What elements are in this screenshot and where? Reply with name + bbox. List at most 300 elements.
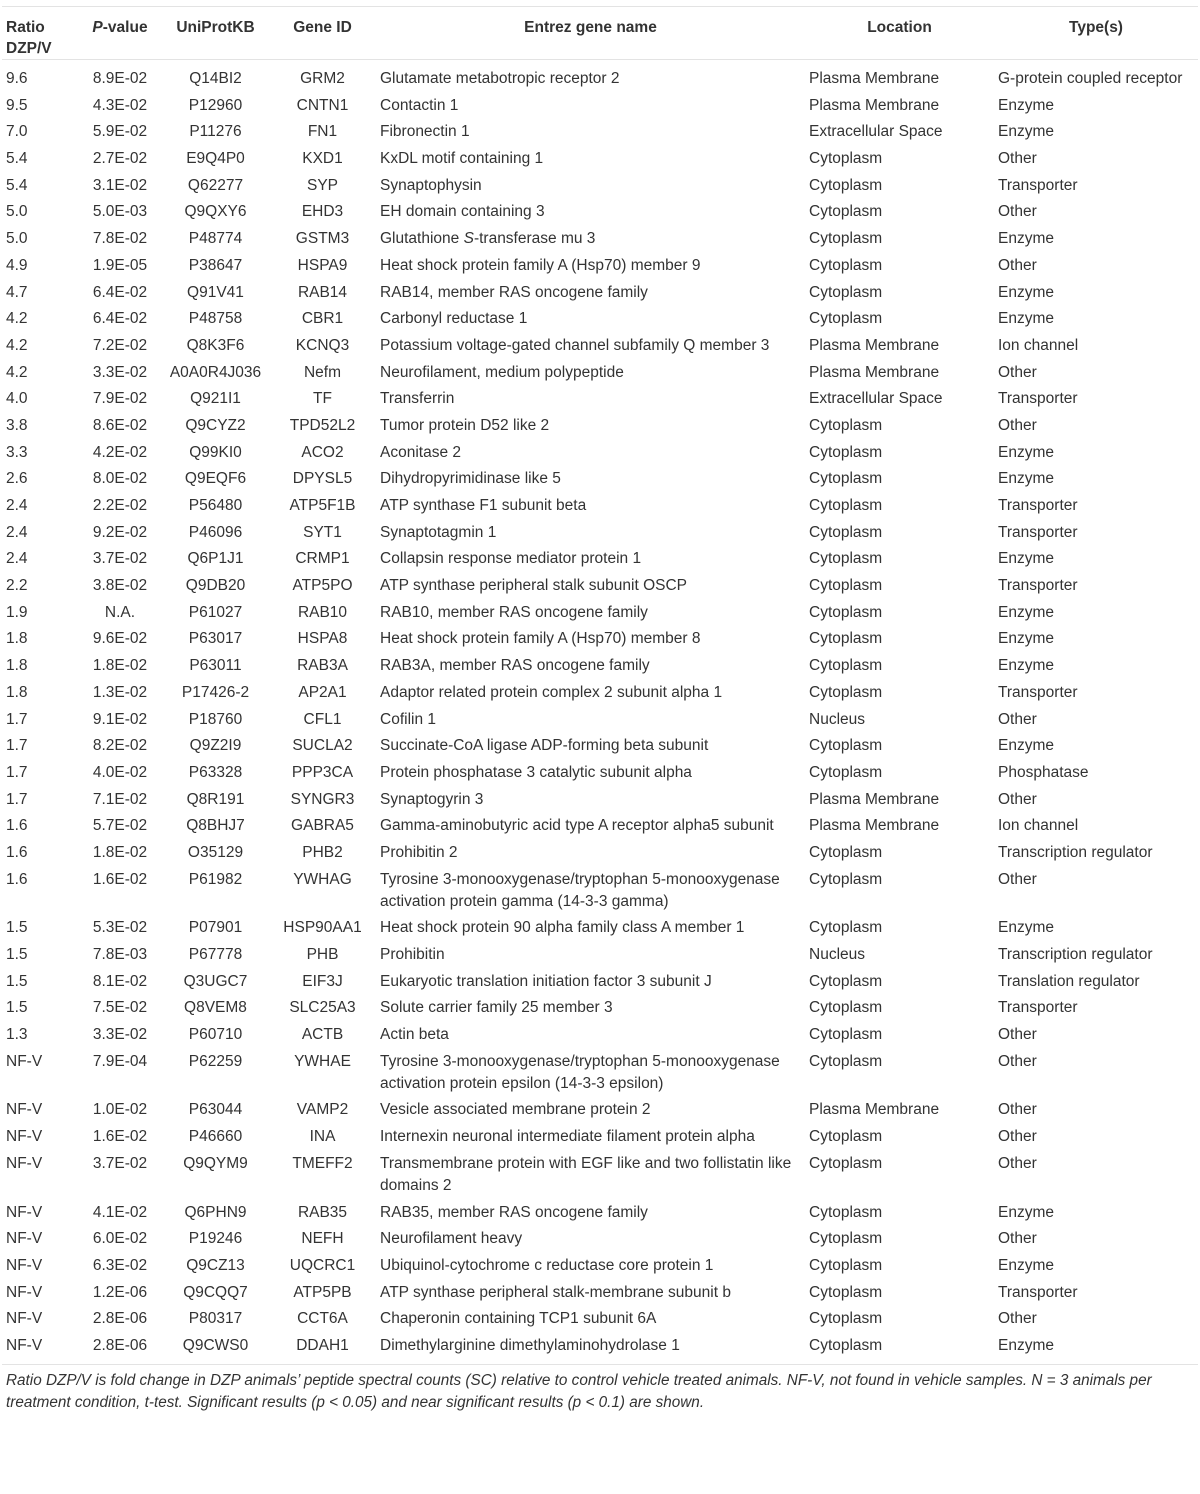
table-row: [2, 362, 1198, 389]
ratio-cell: 5.4: [6, 150, 28, 168]
header-location: Location: [805, 7, 994, 60]
ratio-cell: 2.2: [6, 577, 28, 595]
gene-name-cell: Vesicle associated membrane protein 2: [380, 1101, 651, 1119]
type-cell: Enzyme: [998, 283, 1054, 301]
gene-name-cell: Prohibitin 2: [380, 843, 458, 861]
location-cell: Cytoplasm: [809, 919, 883, 937]
pvalue-cell: 2.2E-02: [92, 497, 148, 514]
gene-name-cell: KxDL motif containing 1: [380, 150, 544, 168]
location-cell: Extracellular Space: [809, 123, 943, 141]
table-row: [2, 971, 1198, 998]
gene-name-cell: RAB10, member RAS oncogene family: [380, 603, 648, 621]
gene-name-cell: RAB14, member RAS oncogene family: [380, 283, 648, 301]
pvalue-cell: N.A.: [104, 603, 136, 621]
pvalue-cell: 9.2E-02: [92, 523, 148, 541]
gene-id-cell: SYT1: [303, 523, 342, 541]
ratio-cell: 1.5: [6, 919, 28, 937]
type-cell: Other: [998, 1052, 1037, 1070]
type-cell: Other: [998, 256, 1037, 274]
gene-id-cell: VAMP2: [296, 1101, 349, 1119]
type-cell: Other: [998, 870, 1037, 888]
gene-id-cell: RAB35: [297, 1203, 348, 1221]
uniprot-cell: Q9CYZ2: [185, 416, 246, 434]
location-cell: Cytoplasm: [809, 737, 883, 755]
gene-name-cell: Internexin neuronal intermediate filament protein alpha: [380, 1128, 755, 1146]
gene-name-cell: Contactin 1: [380, 96, 459, 114]
gene-name-cell: Synaptogyrin 3: [380, 790, 484, 808]
gene-name-cell: [376, 228, 805, 255]
table-row: [2, 442, 1198, 469]
uniprot-cell: Q9QXY6: [184, 203, 247, 221]
ratio-cell: 2.6: [6, 470, 28, 488]
location-cell: Cytoplasm: [809, 972, 883, 990]
header-gene-id: Gene ID: [269, 7, 376, 60]
table-row: [2, 1202, 1198, 1229]
pvalue-cell: 2.7E-02: [92, 150, 148, 168]
location-cell: Cytoplasm: [809, 310, 883, 328]
ratio-cell: 3.3: [6, 443, 28, 461]
uniprot-cell: Q9CZ13: [186, 1256, 245, 1274]
pvalue-cell: 6.4E-02: [92, 283, 148, 301]
pvalue-cell: 7.9E-04: [92, 1052, 148, 1070]
ratio-cell: 4.7: [6, 283, 28, 301]
gene-name-cell: Tyrosine 3-monooxygenase/tryptophan 5-monooxygenase activation protein gamma (14-3-3 gamma): [380, 870, 780, 910]
ratio-cell: 1.7: [6, 710, 28, 728]
uniprot-cell: P19246: [188, 1230, 243, 1248]
pvalue-cell: 3.8E-02: [92, 577, 148, 595]
table-row: [2, 282, 1198, 309]
gene-name-cell: Dihydropyrimidinase like 5: [380, 470, 561, 488]
uniprot-cell: Q91V41: [187, 283, 244, 301]
ratio-cell: 1.8: [6, 657, 28, 675]
gene-id-cell: PHB2: [302, 843, 343, 861]
type-cell: Enzyme: [994, 1335, 1198, 1365]
gene-id-cell: YWHAG: [293, 870, 352, 888]
gene-name-cell: Carbonyl reductase 1: [380, 310, 528, 328]
gene-id-cell: ATP5F1B: [289, 497, 356, 514]
table-row: [2, 944, 1198, 971]
location-cell: Nucleus: [809, 946, 865, 963]
type-cell: Transporter: [998, 497, 1078, 514]
gene-name-cell: ATP synthase peripheral stalk-membrane subunit b: [380, 1283, 731, 1301]
gene-id-cell: EIF3J: [302, 972, 343, 990]
gene-id-cell: CBR1: [301, 310, 344, 328]
ratio-cell: 5.0: [6, 203, 28, 221]
type-cell: Enzyme: [998, 737, 1054, 755]
ratio-cell: 1.7: [6, 763, 28, 781]
gene-id-cell: EHD3: [301, 203, 344, 221]
ratio-cell: 1.7: [6, 737, 28, 755]
pvalue-cell: 1.2E-06: [92, 1283, 148, 1301]
pvalue-cell: 9.6E-02: [92, 630, 148, 648]
table-row: [2, 175, 1198, 202]
location-cell: Cytoplasm: [809, 1230, 883, 1248]
uniprot-cell: Q9CWS0: [162, 1335, 269, 1365]
location-cell: Cytoplasm: [809, 657, 883, 675]
gene-name-cell: Transferrin: [380, 390, 455, 408]
location-cell: Cytoplasm: [809, 176, 883, 194]
location-cell: Cytoplasm: [809, 416, 883, 434]
location-cell: Cytoplasm: [809, 683, 883, 701]
location-cell: Cytoplasm: [809, 843, 883, 861]
uniprot-cell: P11276: [189, 123, 242, 141]
gene-id-cell: GRM2: [300, 70, 345, 87]
ratio-cell: NF-V: [6, 1203, 43, 1221]
pvalue-cell: 5.0E-03: [92, 203, 148, 221]
table-row: [2, 655, 1198, 682]
ratio-cell: 1.9: [6, 603, 28, 621]
uniprot-cell: P67778: [188, 946, 243, 963]
table-row: [2, 628, 1198, 655]
gene-id-cell: PPP3CA: [291, 763, 354, 781]
pvalue-cell: 3.7E-02: [92, 1154, 148, 1172]
pvalue-cell: 5.9E-02: [92, 123, 148, 141]
uniprot-cell: Q8BHJ7: [186, 817, 245, 835]
gene-id-cell: CNTN1: [296, 96, 349, 114]
gene-id-cell: SYP: [306, 176, 338, 194]
type-cell: Enzyme: [998, 123, 1054, 141]
type-cell: Enzyme: [998, 1256, 1054, 1274]
location-cell: Plasma Membrane: [809, 790, 940, 808]
gene-id-cell: ACO2: [301, 443, 344, 461]
ratio-cell: NF-V: [6, 1128, 43, 1146]
gene-name-cell: Potassium voltage-gated channel subfamily Q member 3: [380, 336, 770, 354]
uniprot-cell: P61982: [188, 870, 243, 888]
gene-id-cell: TMEFF2: [292, 1154, 353, 1172]
uniprot-cell: P56480: [188, 497, 243, 514]
table-row: [2, 60, 1198, 95]
pvalue-cell: 2.8E-06: [92, 1310, 148, 1328]
location-cell: Plasma Membrane: [809, 1101, 940, 1119]
location-cell: Cytoplasm: [809, 1203, 883, 1221]
gene-name-cell: Cofilin 1: [380, 710, 436, 728]
gene-name-cell: Synaptotagmin 1: [380, 523, 497, 541]
gene-name-cell: Heat shock protein 90 alpha family class A member 1: [380, 919, 745, 937]
location-cell: Cytoplasm: [809, 603, 883, 621]
ratio-cell: 4.2: [6, 310, 28, 328]
location-cell: Cytoplasm: [809, 1154, 883, 1172]
type-cell: Enzyme: [998, 96, 1054, 114]
gene-name-cell: Glutamate metabotropic receptor 2: [380, 70, 620, 87]
table-row: [2, 762, 1198, 789]
table-row: [2, 1228, 1198, 1255]
pvalue-cell: 5.7E-02: [92, 817, 148, 835]
type-cell: Transporter: [998, 176, 1078, 194]
protein-table: [2, 6, 1198, 1365]
gene-id-cell: AP2A1: [298, 683, 347, 701]
type-cell: Other: [998, 150, 1037, 168]
pvalue-cell: 3.7E-02: [92, 550, 148, 568]
location-cell: Cytoplasm: [809, 230, 883, 248]
gene-name-italic: S: [463, 230, 474, 248]
gene-id-cell: ATP5PB: [293, 1283, 352, 1301]
pvalue-cell: 8.6E-02: [92, 416, 148, 434]
table-row: [2, 308, 1198, 335]
table-row: [2, 997, 1198, 1024]
gene-id-cell: TPD52L2: [289, 416, 356, 434]
pvalue-cell: 7.8E-02: [92, 230, 148, 248]
ratio-cell: NF-V: [6, 1101, 43, 1119]
location-cell: Cytoplasm: [805, 1335, 994, 1365]
gene-name-cell: Collapsin response mediator protein 1: [380, 550, 642, 568]
location-cell: Cytoplasm: [809, 1026, 883, 1044]
type-cell: Enzyme: [998, 310, 1054, 328]
pvalue-cell: 6.4E-02: [92, 310, 148, 328]
location-cell: Plasma Membrane: [809, 70, 940, 87]
location-cell: Plasma Membrane: [809, 336, 940, 354]
type-cell: Phosphatase: [998, 763, 1089, 781]
type-cell: Enzyme: [998, 1203, 1054, 1221]
ratio-cell: 1.7: [6, 790, 28, 808]
pvalue-cell: 3.1E-02: [92, 176, 148, 194]
uniprot-cell: P63011: [189, 657, 242, 675]
pvalue-cell: 2.8E-06: [78, 1335, 162, 1365]
pvalue-cell: 8.2E-02: [92, 737, 148, 755]
table-row: [2, 148, 1198, 175]
location-cell: Cytoplasm: [809, 577, 883, 595]
uniprot-cell: P18760: [188, 710, 243, 728]
uniprot-cell: Q62277: [187, 176, 244, 194]
location-cell: Cytoplasm: [809, 870, 883, 888]
table-row: [2, 709, 1198, 736]
type-cell: Translation regulator: [998, 972, 1140, 990]
pvalue-cell: 7.1E-02: [92, 790, 148, 808]
table-row: [2, 1335, 1198, 1365]
ratio-cell: NF-V: [6, 1310, 43, 1328]
gene-name-cell: Synaptophysin: [380, 176, 482, 194]
header-ratio-line1: Ratio: [6, 19, 45, 36]
uniprot-cell: Q8R191: [186, 790, 245, 808]
gene-name-cell: Aconitase 2: [380, 443, 461, 461]
uniprot-cell: Q99KI0: [189, 443, 242, 461]
type-cell: Other: [998, 790, 1037, 808]
gene-name-cell: Succinate-CoA ligase ADP-forming beta subunit: [380, 737, 709, 755]
header-pvalue-p: P: [92, 19, 103, 36]
type-cell: Transporter: [998, 683, 1078, 701]
gene-id-cell: NEFH: [301, 1230, 344, 1248]
type-cell: Enzyme: [998, 550, 1054, 568]
gene-id-cell: GSTM3: [295, 230, 350, 248]
location-cell: Plasma Membrane: [809, 96, 940, 114]
pvalue-cell: 3.3E-02: [92, 363, 148, 381]
gene-id-cell: DDAH1: [269, 1335, 376, 1365]
uniprot-cell: P07901: [188, 919, 243, 937]
table-row: [2, 522, 1198, 549]
uniprot-cell: Q921I1: [190, 390, 241, 408]
type-cell: Enzyme: [998, 657, 1054, 675]
gene-id-cell: SYNGR3: [290, 790, 355, 808]
ratio-cell: 5.4: [6, 176, 28, 194]
pvalue-cell: 1.8E-02: [92, 843, 148, 861]
type-cell: Transporter: [998, 390, 1078, 408]
table-body: [2, 60, 1198, 1365]
pvalue-cell: 1.3E-02: [92, 683, 148, 701]
ratio-cell: 1.6: [6, 843, 28, 861]
type-cell: Other: [998, 363, 1037, 381]
table-row: [2, 1282, 1198, 1309]
ratio-cell: 2.4: [6, 497, 28, 514]
gene-id-cell: CCT6A: [297, 1310, 348, 1328]
type-cell: Transcription regulator: [998, 843, 1153, 861]
pvalue-cell: 8.9E-02: [92, 70, 148, 87]
gene-id-cell: TF: [313, 390, 332, 408]
location-cell: Extracellular Space: [809, 390, 943, 408]
type-cell: G-protein coupled receptor: [998, 70, 1183, 87]
pvalue-cell: 4.2E-02: [92, 443, 148, 461]
gene-name-cell: Tyrosine 3-monooxygenase/tryptophan 5-monooxygenase activation protein epsilon (14-3-3 epsilon): [380, 1052, 780, 1092]
type-cell: Other: [998, 710, 1037, 728]
ratio-cell: 4.2: [6, 336, 28, 354]
gene-name-part: -transferase mu 3: [473, 230, 596, 248]
table-footnote: Ratio DZP/V is fold change in DZP animals’ peptide spectral counts (SC) relative to control vehicle treated animals. NF-V, not found in vehicle samples. N = 3 animals per treatment condition, t-test. Significant results (p < 0.05) and near significant results (p < 0.1) are shown.: [6, 1371, 1152, 1411]
location-cell: Cytoplasm: [809, 1310, 883, 1328]
ratio-cell: 2.4: [6, 523, 28, 541]
pvalue-cell: 5.3E-02: [92, 919, 148, 937]
type-cell: Transporter: [998, 577, 1078, 595]
type-cell: Ion channel: [998, 336, 1079, 354]
type-cell: Other: [998, 1026, 1037, 1044]
gene-id-cell: ATP5PO: [292, 577, 353, 595]
location-cell: Cytoplasm: [809, 550, 883, 568]
table-row: [2, 1126, 1198, 1153]
pvalue-cell: 3.3E-02: [92, 1026, 148, 1044]
pvalue-cell: 1.0E-02: [92, 1101, 148, 1119]
table-row: [2, 1099, 1198, 1126]
table-row: [2, 228, 1198, 255]
table-row: [2, 682, 1198, 709]
table-row: [2, 1024, 1198, 1051]
type-cell: Enzyme: [998, 230, 1054, 248]
header-ratio-line2: DZP/V: [6, 40, 52, 57]
ratio-cell: 1.5: [6, 946, 28, 963]
gene-id-cell: HSP90AA1: [283, 919, 362, 937]
type-cell: Transporter: [998, 523, 1078, 541]
pvalue-cell: 7.5E-02: [92, 999, 148, 1017]
table-row: [2, 917, 1198, 944]
gene-name-cell: Neurofilament, medium polypeptide: [380, 363, 624, 381]
ratio-cell: 2.4: [6, 550, 28, 568]
pvalue-cell: 7.2E-02: [92, 336, 148, 354]
gene-name-cell: EH domain containing 3: [380, 203, 545, 221]
type-cell: Transporter: [998, 1283, 1078, 1301]
gene-name-cell: Tumor protein D52 like 2: [380, 416, 550, 434]
table-row: [2, 1051, 1198, 1100]
uniprot-cell: P46660: [188, 1128, 243, 1146]
gene-id-cell: RAB10: [297, 603, 348, 621]
location-cell: Plasma Membrane: [809, 363, 940, 381]
ratio-cell: 1.8: [6, 683, 28, 701]
header-pvalue-rest: -value: [102, 19, 148, 36]
gene-name-cell: Fibronectin 1: [380, 123, 470, 141]
uniprot-cell: P46096: [188, 523, 243, 541]
location-cell: Cytoplasm: [809, 999, 883, 1017]
type-cell: Enzyme: [998, 919, 1054, 937]
location-cell: Cytoplasm: [809, 1128, 883, 1146]
gene-id-cell: INA: [309, 1128, 336, 1146]
pvalue-cell: 1.8E-02: [92, 657, 148, 675]
location-cell: Cytoplasm: [809, 256, 883, 274]
pvalue-cell: 1.9E-05: [92, 256, 148, 274]
uniprot-cell: Q6P1J1: [187, 550, 244, 568]
type-cell: Other: [998, 416, 1037, 434]
gene-id-cell: KXD1: [302, 150, 343, 168]
uniprot-cell: Q14BI2: [189, 70, 242, 87]
gene-id-cell: DPYSL5: [292, 470, 353, 488]
type-cell: Ion channel: [998, 817, 1079, 835]
pvalue-cell: 7.9E-02: [92, 390, 148, 408]
type-cell: Other: [998, 1310, 1037, 1328]
gene-id-cell: RAB3A: [297, 657, 348, 675]
header-ratio: [2, 7, 78, 60]
location-cell: Cytoplasm: [809, 1052, 883, 1070]
gene-name-cell: Ubiquinol-cytochrome c reductase core protein 1: [380, 1256, 714, 1274]
table-row: [2, 1255, 1198, 1282]
pvalue-cell: 4.3E-02: [92, 96, 148, 114]
table-row: [2, 789, 1198, 816]
table-row: [2, 815, 1198, 842]
gene-name-cell: Actin beta: [380, 1026, 449, 1044]
pvalue-cell: 7.8E-03: [92, 946, 148, 963]
table-row: [2, 735, 1198, 762]
gene-name-cell: RAB35, member RAS oncogene family: [380, 1203, 648, 1221]
gene-name-cell: Neurofilament heavy: [380, 1230, 523, 1248]
type-cell: Enzyme: [998, 630, 1054, 648]
uniprot-cell: Q6PHN9: [184, 1203, 247, 1221]
table-row: [2, 201, 1198, 228]
gene-name-cell: ATP synthase F1 subunit beta: [380, 497, 587, 514]
uniprot-cell: P63328: [188, 763, 243, 781]
location-cell: Cytoplasm: [809, 630, 883, 648]
uniprot-cell: P17426-2: [181, 683, 250, 701]
uniprot-cell: E9Q4P0: [186, 150, 245, 168]
gene-id-cell: KCNQ3: [295, 336, 350, 354]
pvalue-cell: 9.1E-02: [92, 710, 148, 728]
table-header: [2, 7, 1198, 60]
table-row: [2, 548, 1198, 575]
table-row: [2, 1153, 1198, 1202]
table-row: [2, 869, 1198, 918]
uniprot-cell: P63044: [188, 1101, 243, 1119]
type-cell: Enzyme: [998, 443, 1054, 461]
ratio-cell: 1.8: [6, 630, 28, 648]
gene-name-cell: Prohibitin: [380, 946, 445, 963]
table-row: [2, 1308, 1198, 1335]
gene-id-cell: CFL1: [303, 710, 342, 728]
ratio-cell: 5.0: [6, 230, 28, 248]
uniprot-cell: Q8VEM8: [184, 999, 247, 1017]
gene-id-cell: CRMP1: [295, 550, 350, 568]
ratio-cell: 4.9: [6, 256, 28, 274]
location-cell: Nucleus: [809, 710, 865, 728]
header-uniprot: UniProtKB: [162, 7, 269, 60]
table-row: [2, 575, 1198, 602]
ratio-cell: NF-V: [6, 1052, 43, 1070]
type-cell: Other: [998, 1128, 1037, 1146]
location-cell: Cytoplasm: [809, 443, 883, 461]
ratio-cell: 4.0: [6, 390, 28, 408]
type-cell: Enzyme: [998, 470, 1054, 488]
ratio-cell: 1.6: [6, 870, 28, 888]
type-cell: Other: [998, 1230, 1037, 1248]
uniprot-cell: Q9Z2I9: [189, 737, 242, 755]
uniprot-cell: P48758: [188, 310, 243, 328]
table-row: [2, 255, 1198, 282]
pvalue-cell: 4.1E-02: [92, 1203, 148, 1221]
type-cell: Other: [998, 1101, 1037, 1119]
uniprot-cell: P48774: [188, 230, 243, 248]
uniprot-cell: P62259: [188, 1052, 243, 1070]
gene-name-cell: Adaptor related protein complex 2 subunit alpha 1: [380, 683, 723, 701]
